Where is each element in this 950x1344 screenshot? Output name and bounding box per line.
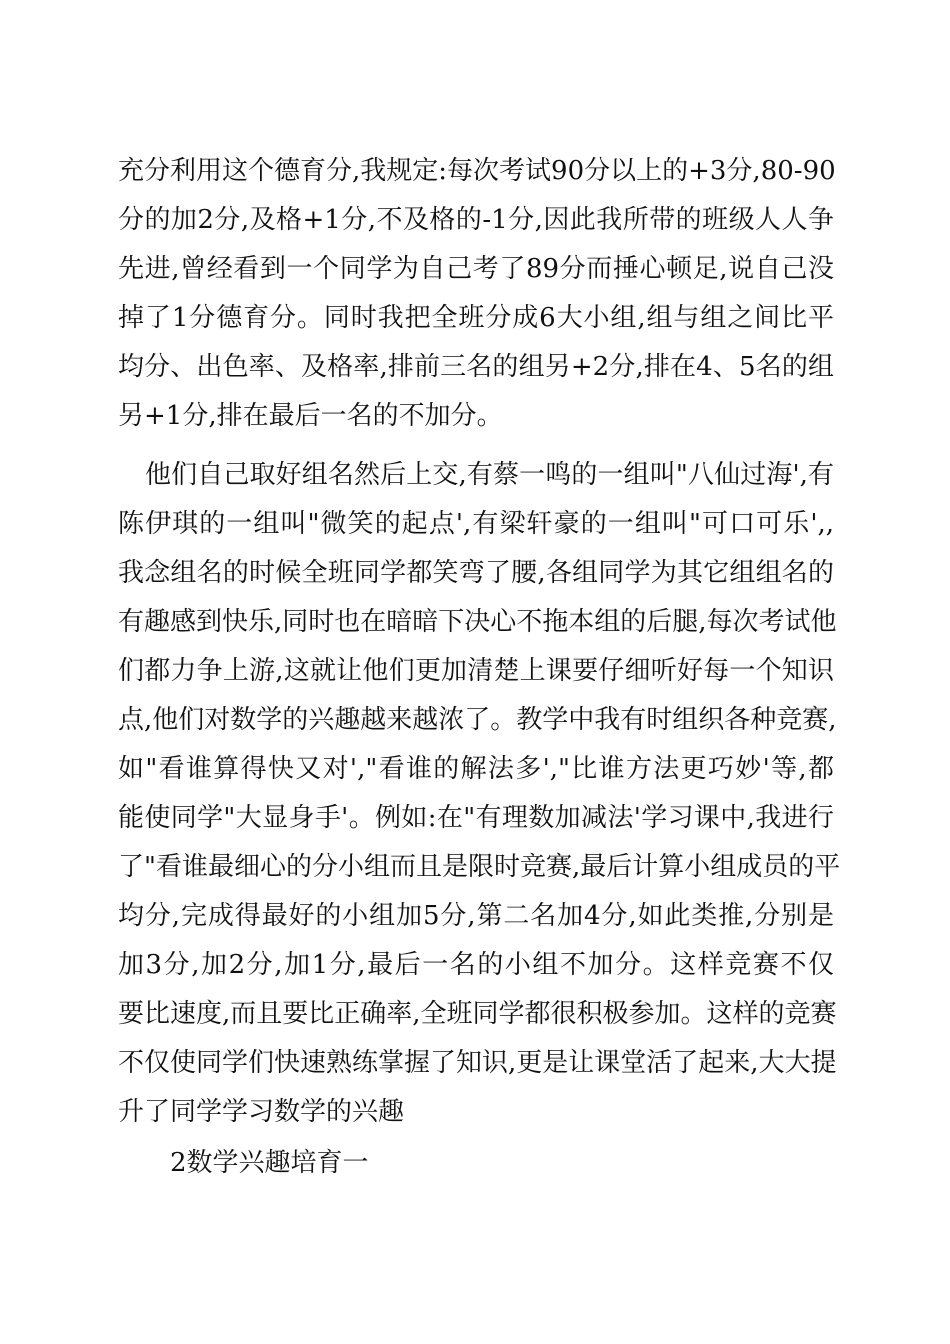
document-body [118, 147, 841, 1137]
text-line: 能使同学"大显身手'。例如:在"有理数加减法'学习课中,我进行 [118, 803, 834, 833]
text-line: 均分、出色率、及格率,排前三名的组另+2分,排在4、5名的组 [118, 352, 834, 382]
text-line: 了"看谁最细心的分小组而且是限时竞赛,最后计算小组成员的平 [118, 852, 841, 882]
paragraph-2 [118, 451, 841, 1137]
text-line: 升了同学学习数学的兴趣 [118, 1097, 405, 1127]
text-line: 要比速度,而且要比正确率,全班同学都很积极参加。这样的竞赛 [118, 999, 837, 1029]
paragraph-1 [118, 147, 834, 441]
text-line: 点,他们对数学的兴趣越来越浓了。教学中我有时组织各种竞赛, [118, 705, 837, 735]
text-line: 们都力争上游,这就让他们更加清楚上课要仔细听好每一个知识 [118, 656, 834, 686]
text-line: 加3分,加2分,加1分,最后一名的小组不加分。这样竞赛不仅 [118, 950, 834, 980]
text-line: 分的加2分,及格+1分,不及格的-1分,因此我所带的班级人人争 [118, 205, 834, 235]
text-line: 不仅使同学们快速熟练掌握了知识,更是让课堂活了起来,大大提 [118, 1048, 837, 1078]
text-line: 我念组名的时候全班同学都笑弯了腰,各组同学为其它组组名的 [118, 558, 834, 588]
text-line: 陈伊琪的一组叫"微笑的起点',有梁轩豪的一组叫"可口可乐',, [118, 509, 834, 539]
text-line: 另+1分,排在最后一名的不加分。 [118, 401, 503, 431]
text-line: 均分,完成得最好的小组加5分,第二名加4分,如此类推,分别是 [118, 901, 834, 931]
text-line: 掉了1分德育分。同时我把全班分成6大小组,组与组之间比平 [118, 303, 834, 333]
section-heading: 2数学兴趣培育一 [170, 1148, 369, 1178]
text-line: 他们自己取好组名然后上交,有蔡一鸣的一组叫"八仙过海',有 [145, 460, 834, 490]
text-line: 如"看谁算得快又对',"看谁的解法多',"比谁方法更巧妙'等,都 [118, 754, 834, 784]
text-line: 有趣感到快乐,同时也在暗暗下决心不拖本组的后腿,每次考试他 [118, 607, 837, 637]
text-line: 充分利用这个德育分,我规定:每次考试90分以上的+3分,80-90 [118, 156, 836, 186]
text-line: 先进,曾经看到一个同学为自己考了89分而捶心顿足,说自己没 [118, 254, 834, 284]
